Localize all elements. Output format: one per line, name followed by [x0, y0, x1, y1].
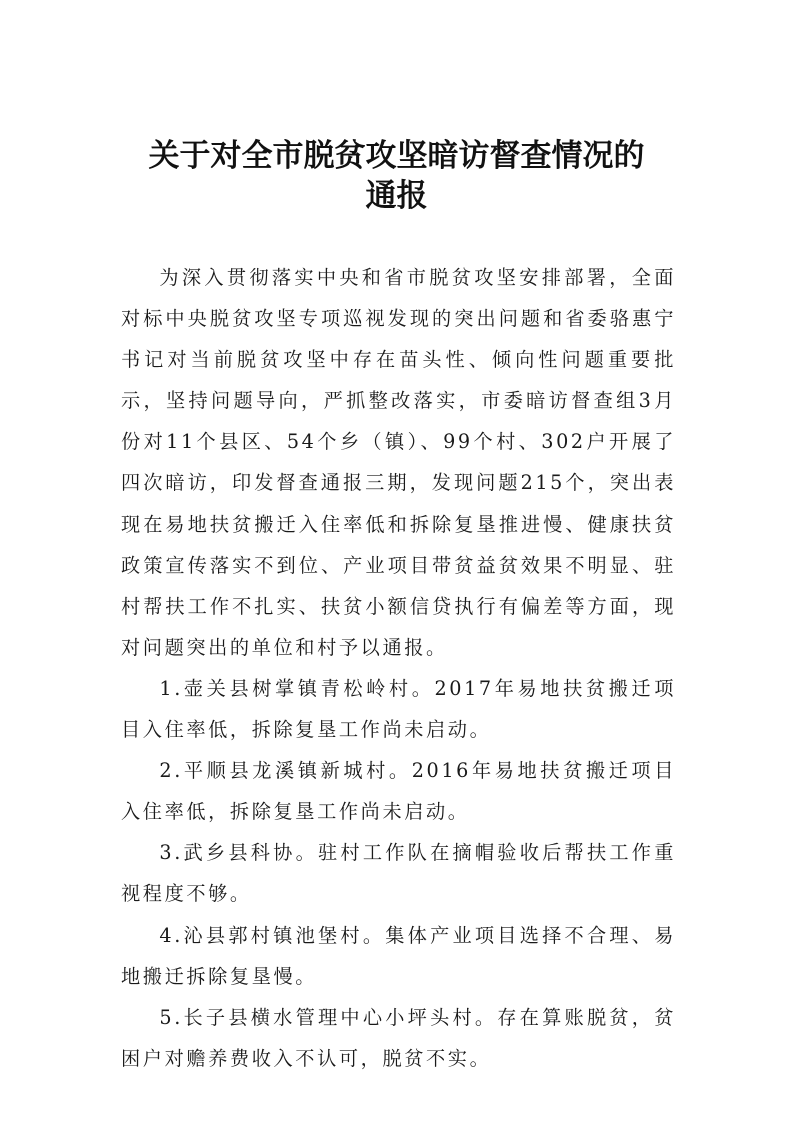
title-line-2: 通报	[365, 178, 428, 214]
item-paragraph-4: 4.沁县郭村镇池堡村。集体产业项目选择不合理、易地搬迁拆除复垦慢。	[121, 923, 676, 988]
item-paragraph-5: 5.长子县横水管理中心小坪头村。存在算账脱贫，贫困户对赡养费收入不认可，脱贫不实。	[121, 1005, 676, 1070]
intro-paragraph: 为深入贯彻落实中央和省市脱贫攻坚安排部署，全面对标中央脱贫攻坚专项巡视发现的突出问题和省委骆惠宁书记对当前脱贫攻坚中存在苗头性、倾向性问题重要批示，坚持问题导向，严抓整改落实，市委暗访督查组3月份对11个县区、54个乡（镇）、99个村、302户开展了四次暗访，印发督查通报三期，发现问题215个，突出表现在易地扶贫搬迁入住率低和拆除复垦推进慢、健康扶贫政策宣传落实不到位、产业项目带贫益贫效果不明显、驻村帮扶工作不扎实、扶贫小额信贷执行有偏差等方面，现对问题突出的单位和村予以通报。	[121, 266, 676, 659]
item-paragraph-3: 3.武乡县科协。驻村工作队在摘帽验收后帮扶工作重视程度不够。	[121, 841, 676, 906]
item-paragraph-1: 1.壶关县树掌镇青松岭村。2017年易地扶贫搬迁项目入住率低，拆除复垦工作尚未启动。	[121, 676, 676, 742]
document-body	[121, 257, 676, 1079]
title-line-1: 关于对全市脱贫攻坚暗访督查情况的	[148, 138, 645, 174]
item-paragraph-2: 2.平顺县龙溪镇新城村。2016年易地扶贫搬迁项目入住率低，拆除复垦工作尚未启动。	[121, 759, 676, 824]
document-title	[100, 136, 693, 216]
